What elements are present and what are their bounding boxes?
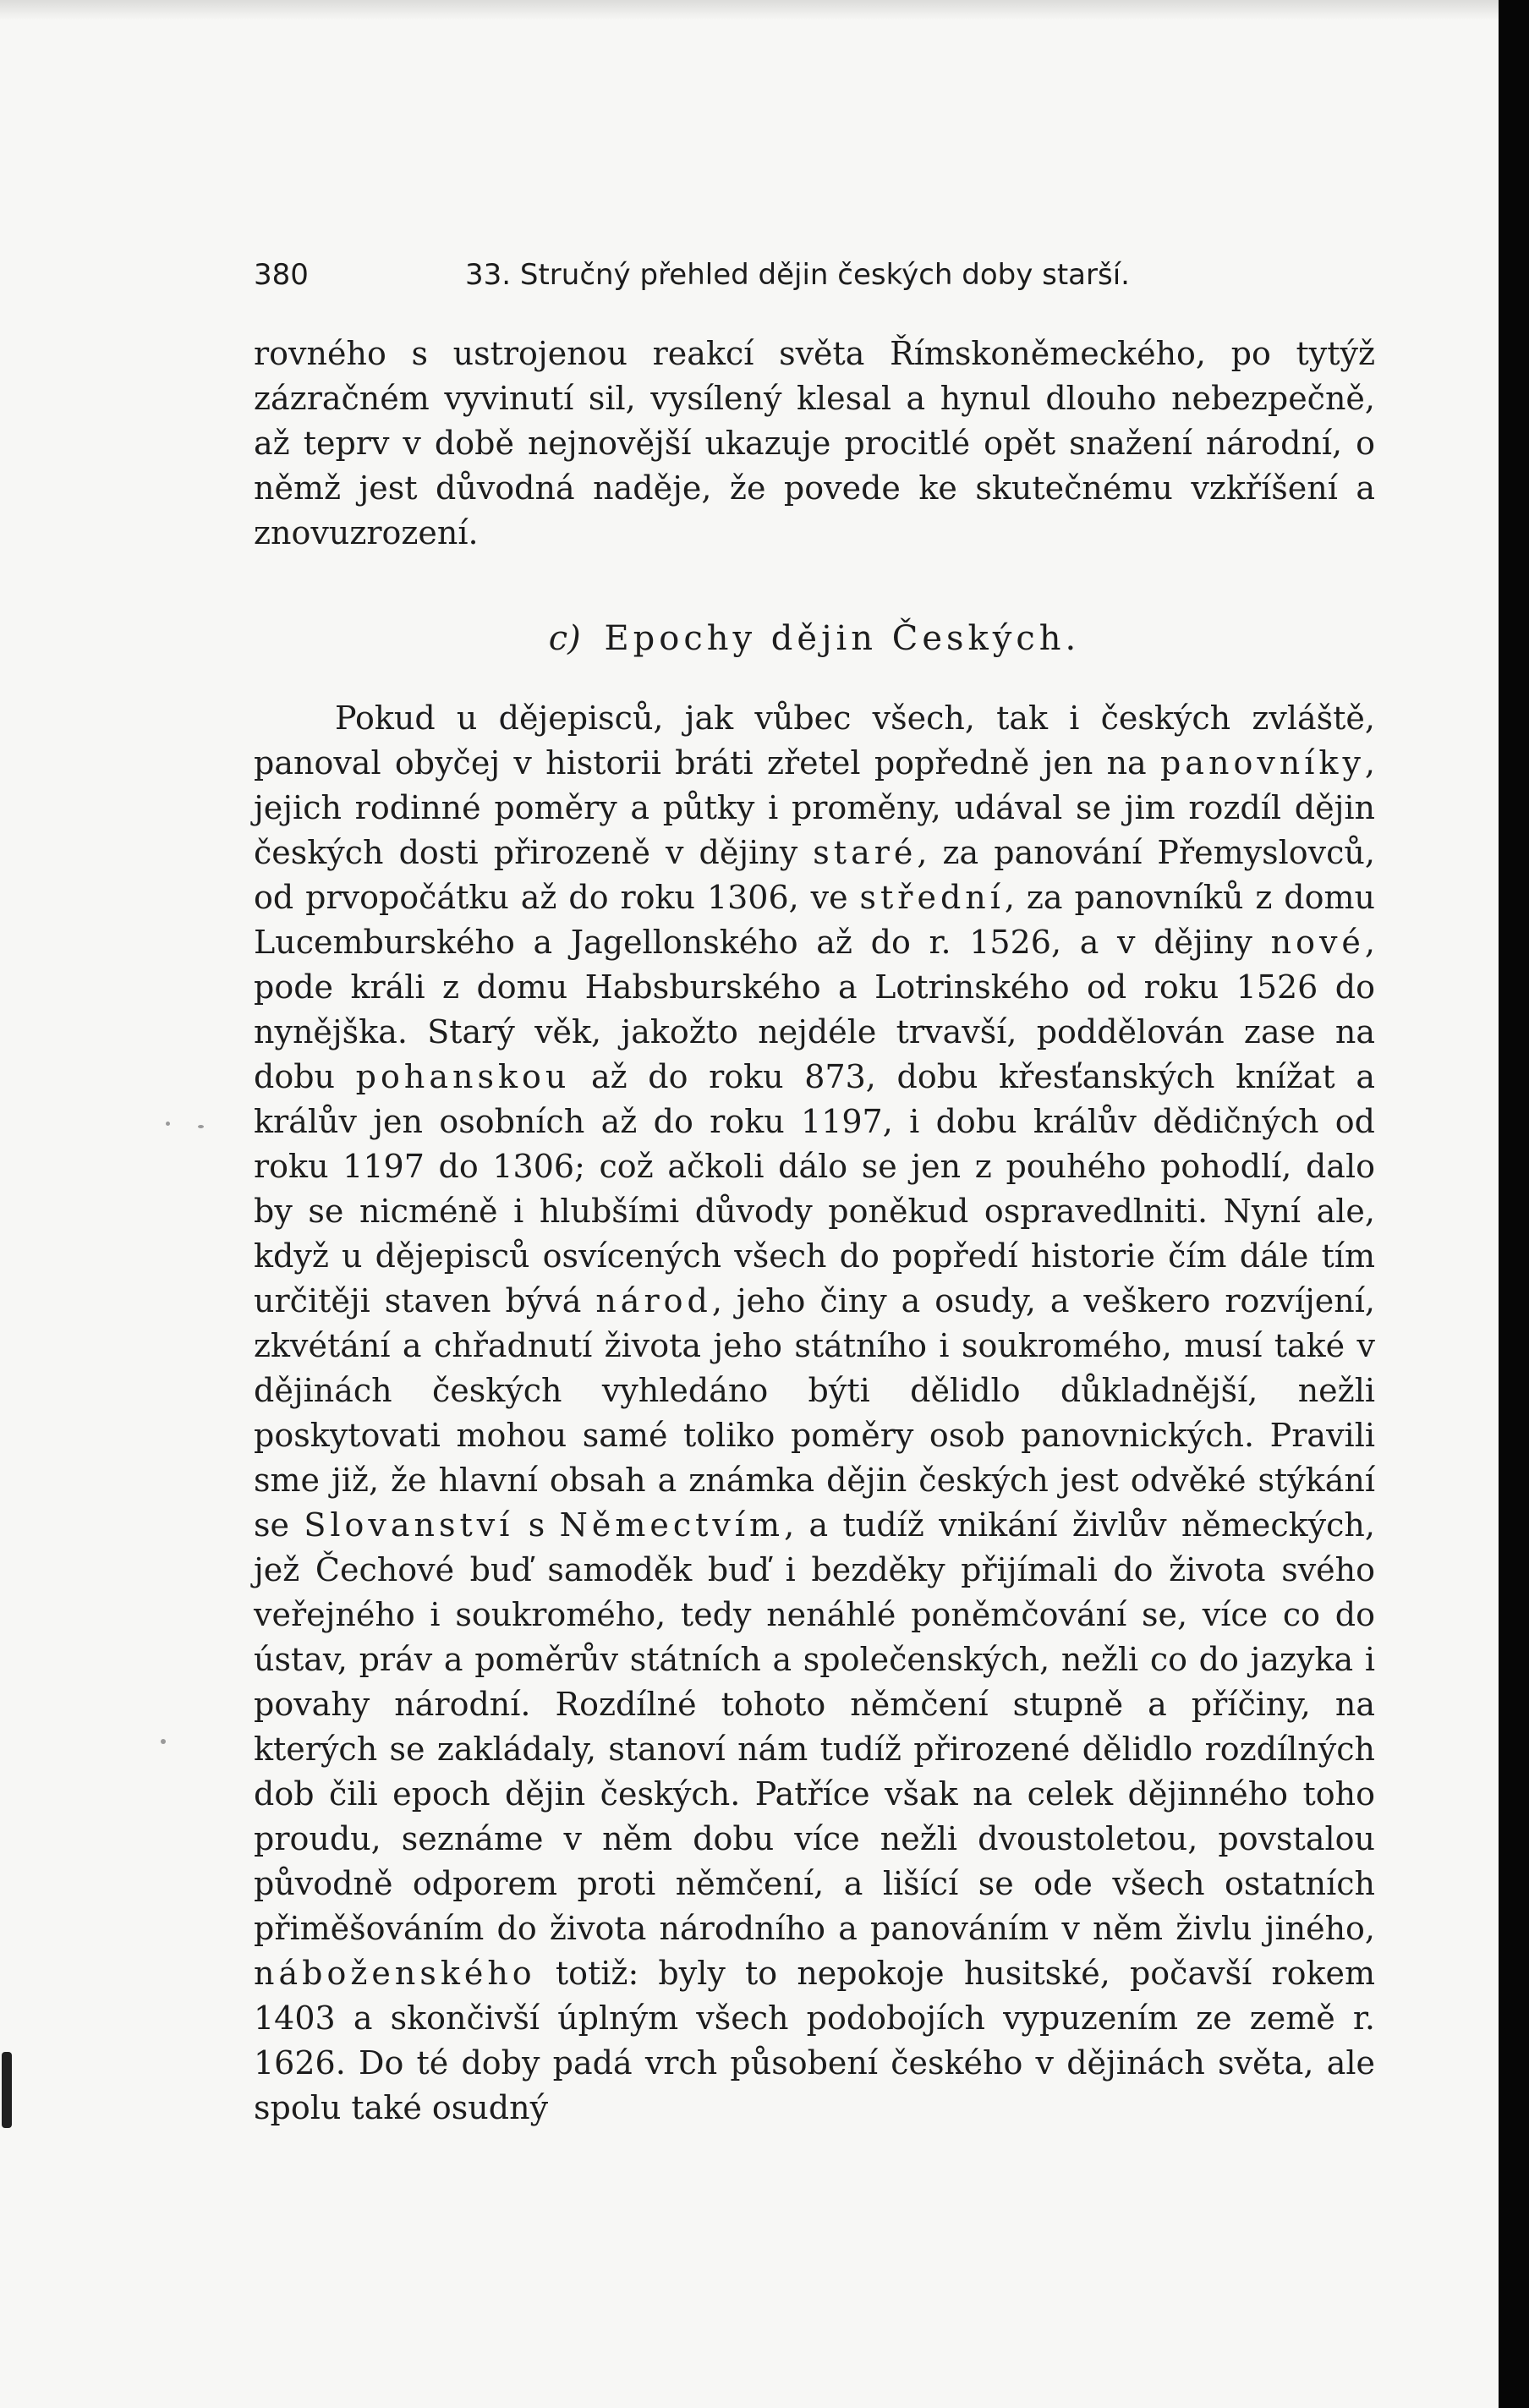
text-run: Pokud u dějepisců, jak vůbec všech, tak i českých zvláště, panoval obyčej v historii bráti zřetel popředně jen na [254, 699, 1375, 782]
text-run: , pode králi z domu Habsburského a Lotrinského od roku 1526 do nynějška. Starý věk, jakožto nejdéle trvavší, poddělován zase na dobu [254, 924, 1375, 1095]
margin-speck [161, 1739, 166, 1744]
margin-speck [166, 1122, 170, 1126]
text-run: , a tudíž vnikání živlův německých, jež Čechové buď samoděk buď i bezděky přijímali do života svého veřejného i soukromého, tedy nenáhlé poněmčování se, více co do ústav, práv a poměrův státních a společenských, nežli co do jazyka i povahy národní. Rozdílné tohoto němčení stupně a příčiny, na kterých se zakládaly, stanoví nám tudíž přirozené dělidlo rozdílných dob čili epoch dějin českých. Patříce však na celek dějinného toho proudu, seznáme v něm dobu více nežli dvoustoletou, povstalou původně odporem proti němčení, a lišící se ode všech ostatních přiměšováním do života národního a panováním v něm živlu jiného, [254, 1506, 1375, 1947]
section-heading [254, 616, 1375, 661]
text-run: , za panování Přemyslovců, od prvopočátku až do roku 1306, ve [254, 834, 1375, 916]
section-label: c) [548, 619, 581, 658]
emphasis-narod: národ [595, 1282, 712, 1319]
text-run: s [513, 1506, 560, 1544]
emphasis-nemectvim: Němectvím [559, 1506, 785, 1544]
section-title: Epochy dějin Českých. [604, 619, 1081, 658]
scan-edge [1499, 0, 1529, 2408]
continuation-paragraph: rovného s ustrojenou reakcí světa Římskoněmeckého, po tytýž zázračném vyvinutí sil, vysílený klesal a hynul dlouho nebezpečně, až teprv v době nejnovější ukazuje procitlé opět snažení národní, o němž jest důvodná naděje, že povede ke skutečnému vzkříšení a znovuzrození. [254, 335, 1375, 551]
emphasis-pohanskou: pohanskou [355, 1058, 571, 1095]
emphasis-nove: nové [1270, 924, 1365, 961]
margin-speck [198, 1125, 204, 1128]
emphasis-nabozenskeho: náboženského [254, 1955, 536, 1992]
page-top-shadow [0, 0, 1499, 20]
text-run: totiž: byly to nepokoje husitské, počavší rokem 1403 a skončivší úplným všech podobojích vypuzením ze země r. 1626. Do té doby padá vrch působení českého v dějinách světa, ale spolu také osudný [254, 1955, 1375, 2126]
text-run: , jejich rodinné poměry a půtky i proměny, udával se jim rozdíl dějin českých dosti přirozeně v dějiny [254, 744, 1375, 871]
emphasis-stare: staré [813, 834, 918, 871]
text-run: , jeho činy a osudy, a veškero rozvíjení, zkvétání a chřadnutí života jeho státního i soukromého, musí také v dějinách českých vyhledáno býti dělidlo důkladnější, nežli poskytovati mohou samé toliko poměry osob panovnických. Pravili sme již, že hlavní obsah a známka dějin českých jest odvěké stýkání se [254, 1282, 1376, 1544]
running-head [254, 255, 1387, 294]
text-run: až do roku 873, dobu křesťanských knížat a králův jen osobních až do roku 1197, i dobu králův dědičných od roku 1197 do 1306; což ačkoli dálo se jen z pouhého pohodlí, dalo by se nicméně i hlubšími důvody poněkud ospravedlniti. Nyní ale, když u dějepisců osvícených všech do popředí historie čím dále tím určitěji staven bývá [254, 1058, 1375, 1319]
binding-mark [2, 2052, 12, 2128]
emphasis-slovanstvi: Slovanství [304, 1506, 514, 1544]
running-title: 33. Stručný přehled dějin českých doby starší. [465, 258, 1130, 292]
page-number: 380 [254, 258, 309, 292]
main-paragraph-text [254, 696, 1375, 2131]
emphasis-panovniky: panovníky [1159, 744, 1365, 782]
main-paragraph [254, 696, 1375, 2131]
text-run: , za panovníků z domu Lucemburského a Jagellonského až do r. 1526, a v dějiny [254, 879, 1375, 961]
emphasis-stredni: střední [859, 879, 1005, 916]
